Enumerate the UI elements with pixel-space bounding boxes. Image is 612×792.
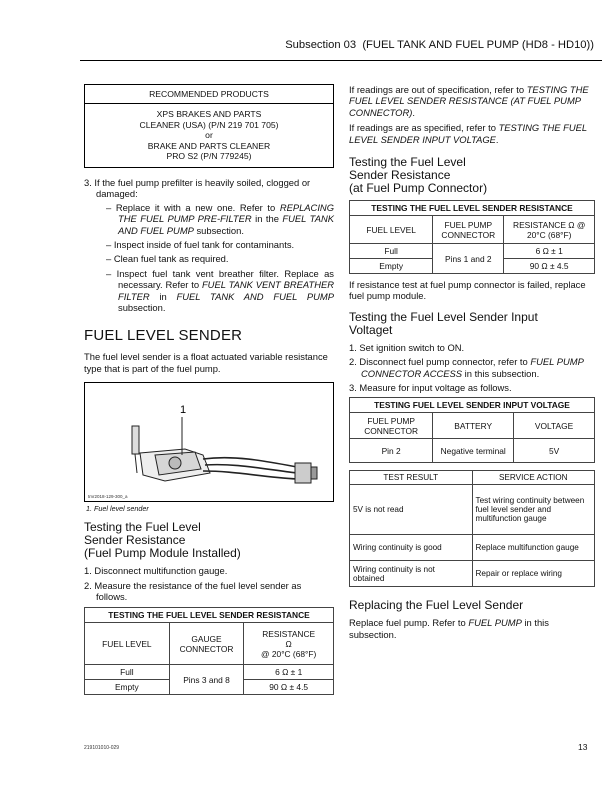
step-1: 1. Set ignition switch to ON.	[349, 341, 465, 353]
reference-link[interactable]: FUEL TANK AND FUEL PUMP	[118, 213, 334, 236]
cell-resistance: 90 Ω ± 4.5	[244, 680, 334, 695]
product-line: or	[205, 130, 213, 141]
cell-pins: Pins 1 and 2	[433, 244, 504, 274]
table-row	[85, 665, 334, 680]
step-text: 2. Disconnect fuel pump connector, refer to	[349, 356, 531, 368]
header-rule	[80, 60, 602, 61]
col-service-action: SERVICE ACTION	[472, 471, 595, 485]
step-1: 1. Disconnect multifunction gauge.	[84, 565, 228, 577]
product-line: CLEANER (USA) (P/N 219 701 705)	[139, 119, 279, 130]
cell-voltage: 5V	[514, 439, 595, 463]
cell-level: Empty	[350, 259, 433, 274]
products-heading: RECOMMENDED PRODUCTS	[85, 85, 333, 104]
reference-link[interactable]: FUEL PUMP CONNECTOR ACCESS	[361, 356, 584, 379]
heading-module-installed	[84, 521, 334, 560]
col-battery: BATTERY	[433, 413, 514, 439]
fuel-level-sender-figure	[84, 382, 334, 502]
step-3	[84, 177, 334, 313]
col-resistance-unit: Ω	[285, 638, 292, 649]
reference-link[interactable]: TESTING THE FUEL LEVEL SENDER INPUT VOLTAGE	[349, 122, 587, 145]
cell-level: Empty	[85, 680, 170, 695]
cell-action: Test wiring continuity between fuel level sender and multifunction gauge	[472, 485, 595, 535]
col-fuel-level: FUEL LEVEL	[350, 216, 433, 244]
col-fuel-pump-connector: FUEL PUMP CONNECTOR	[350, 413, 433, 439]
note-text: Replace fuel pump. Refer to	[349, 617, 469, 629]
connector-resistance-table	[349, 200, 595, 274]
product-line: PRO S2 (P/N 779245)	[166, 151, 252, 162]
note-text: If readings are out of specification, refer to	[349, 84, 527, 95]
substep-text: subsection.	[118, 302, 166, 314]
cell-pins: Pins 3 and 8	[169, 665, 244, 695]
product-line: XPS BRAKES AND PARTS	[156, 109, 262, 119]
left-column	[84, 84, 334, 695]
voltage-test-steps	[349, 342, 595, 394]
cell-action: Replace multifunction gauge	[472, 535, 595, 561]
cell-level: Full	[350, 244, 433, 259]
gauge-resistance-table	[84, 607, 334, 695]
cell-resistance: 6 Ω ± 1	[244, 665, 334, 680]
step-2: 2. Measure the resistance of the fuel level sender as follows.	[84, 579, 302, 603]
step-3-substeps	[106, 202, 334, 314]
col-fuel-level: FUEL LEVEL	[85, 623, 170, 665]
reference-link[interactable]: TESTING THE FUEL LEVEL SENDER RESISTANCE (AT FUEL PUMP CONNECTOR)	[349, 84, 589, 118]
module-test-steps	[84, 565, 334, 602]
prefilter-steps	[84, 177, 334, 313]
table-row	[350, 244, 595, 259]
table-title: TESTING THE FUEL LEVEL SENDER RESISTANCE	[85, 608, 334, 623]
sender-intro: The fuel level sender is a float actuated variable resistance type that is part of the fuel pump.	[84, 351, 328, 374]
substep-inspect: – Inspect inside of fuel tank for contaminants.	[106, 239, 295, 250]
table-row	[350, 535, 595, 561]
heading-line: Testing the Fuel Level Sender Input	[349, 309, 538, 324]
substep-text: Inspect fuel tank vent breather filter. Replace as necessary. Refer to	[116, 267, 334, 291]
heading-line: Sender Resistance	[349, 168, 451, 183]
products-list	[85, 104, 333, 167]
substep-text: subsection.	[193, 224, 244, 236]
substep-text: in	[149, 290, 177, 302]
recommended-products-box	[84, 84, 334, 168]
reference-link[interactable]: REPLACING THE FUEL PUMP PRE-FILTER	[118, 201, 334, 225]
cell-result: 5V is not read	[350, 485, 473, 535]
col-resistance-temp: @ 20°C (68°F)	[261, 648, 317, 659]
reference-link[interactable]: FUEL TANK AND FUEL PUMP	[176, 290, 334, 302]
right-column	[349, 84, 595, 644]
col-resistance	[244, 623, 334, 665]
page-number: 13	[578, 742, 588, 752]
heading-line: Sender Resistance	[84, 533, 186, 548]
substep-text: in the	[251, 213, 283, 225]
note-text: .	[412, 106, 415, 118]
substep-replace: – Replace it with a new one. Refer to REPLACING THE FUEL PUMP PRE-FILTER in the FUEL TANK AND FUEL PUMP subsection.	[106, 201, 334, 236]
callout-number: 1	[180, 404, 187, 417]
col-voltage: VOLTAGE	[514, 413, 595, 439]
heading-line: (Fuel Pump Module Installed)	[84, 546, 241, 561]
step-3: 3. Measure for input voltage as follows.	[349, 382, 512, 394]
substep-text: Inspect inside of fuel tank for contaminants.	[113, 239, 295, 250]
col-resistance-label: RESISTANCE	[262, 628, 316, 639]
footer-code: 219101010-029	[84, 745, 120, 751]
section-heading-fuel-level-sender: FUEL LEVEL SENDER	[84, 327, 243, 345]
cell-pin: Pin 2	[350, 439, 433, 463]
heading-line: Voltaget	[349, 322, 393, 337]
substep-breather: – Inspect fuel tank vent breather filter. Replace as necessary. Refer to FUEL TANK VENT BREATHER FILTER in FUEL TANK AND FUEL PUMP subsection.	[106, 267, 334, 314]
service-action-table	[349, 470, 595, 587]
cell-result: Wiring continuity is not obtained	[350, 561, 473, 587]
substep-text: Clean fuel tank as required.	[113, 253, 229, 265]
note-text: If readings are as specified, refer to	[349, 122, 499, 134]
substep-clean: – Clean fuel tank as required.	[106, 253, 229, 265]
table-row	[350, 561, 595, 587]
reference-link[interactable]: FUEL TANK VENT BREATHER FILTER	[118, 279, 334, 302]
cell-action: Repair or replace wiring	[472, 561, 595, 587]
header-subsection: Subsection 03	[285, 39, 357, 51]
header-title: (FUEL TANK AND FUEL PUMP (HD8 - HD10))	[362, 39, 594, 51]
col-fuel-pump-connector: FUEL PUMP CONNECTOR	[433, 216, 504, 244]
product-line: BRAKE AND PARTS CLEANER	[147, 140, 271, 151]
replace-note	[349, 617, 595, 640]
step-2	[349, 356, 595, 379]
cell-resistance: 90 Ω ± 4.5	[504, 259, 595, 274]
substep-text: Replace it with a new one. Refer to	[115, 201, 280, 213]
in-spec-note	[349, 122, 595, 145]
heading-replacing-sender: Replacing the Fuel Level Sender	[349, 598, 524, 613]
heading-line: Testing the Fuel Level	[349, 155, 466, 170]
reference-link[interactable]: FUEL PUMP	[468, 617, 522, 629]
cell-battery: Negative terminal	[433, 439, 514, 463]
figure-caption: 1. Fuel level sender	[86, 504, 149, 514]
table-row	[350, 485, 595, 535]
cell-resistance: 6 Ω ± 1	[504, 244, 595, 259]
heading-line: (at Fuel Pump Connector)	[349, 181, 488, 196]
table-title: TESTING THE FUEL LEVEL SENDER RESISTANCE	[350, 201, 595, 216]
figure-id: tmr2018-129-300_a	[88, 494, 128, 500]
col-resistance: RESISTANCE Ω @ 20°C (68°F)	[504, 216, 595, 244]
cell-level: Full	[85, 665, 170, 680]
table-title: TESTING FUEL LEVEL SENDER INPUT VOLTAGE	[350, 398, 595, 413]
col-test-result: TEST RESULT	[350, 471, 473, 485]
note-text: in this subsection.	[349, 617, 549, 640]
heading-input-voltage	[349, 311, 595, 337]
table-row	[350, 439, 595, 463]
out-of-spec-note	[349, 84, 595, 118]
note-text: .	[495, 133, 499, 145]
connector-fail-note: If resistance test at fuel pump connector is failed, replace fuel pump module.	[349, 279, 586, 302]
cell-result: Wiring continuity is good	[350, 535, 473, 561]
input-voltage-table	[349, 397, 595, 463]
col-gauge-connector: GAUGE CONNECTOR	[169, 623, 244, 665]
step-text: in this subsection.	[462, 367, 540, 379]
step-3-text: 3. If the fuel pump prefilter is heavily soiled, clogged or damaged:	[84, 176, 311, 200]
heading-at-connector	[349, 156, 595, 195]
heading-line: Testing the Fuel Level	[84, 520, 201, 535]
fuel-pump-illustration	[85, 383, 333, 501]
page-header	[285, 39, 594, 51]
